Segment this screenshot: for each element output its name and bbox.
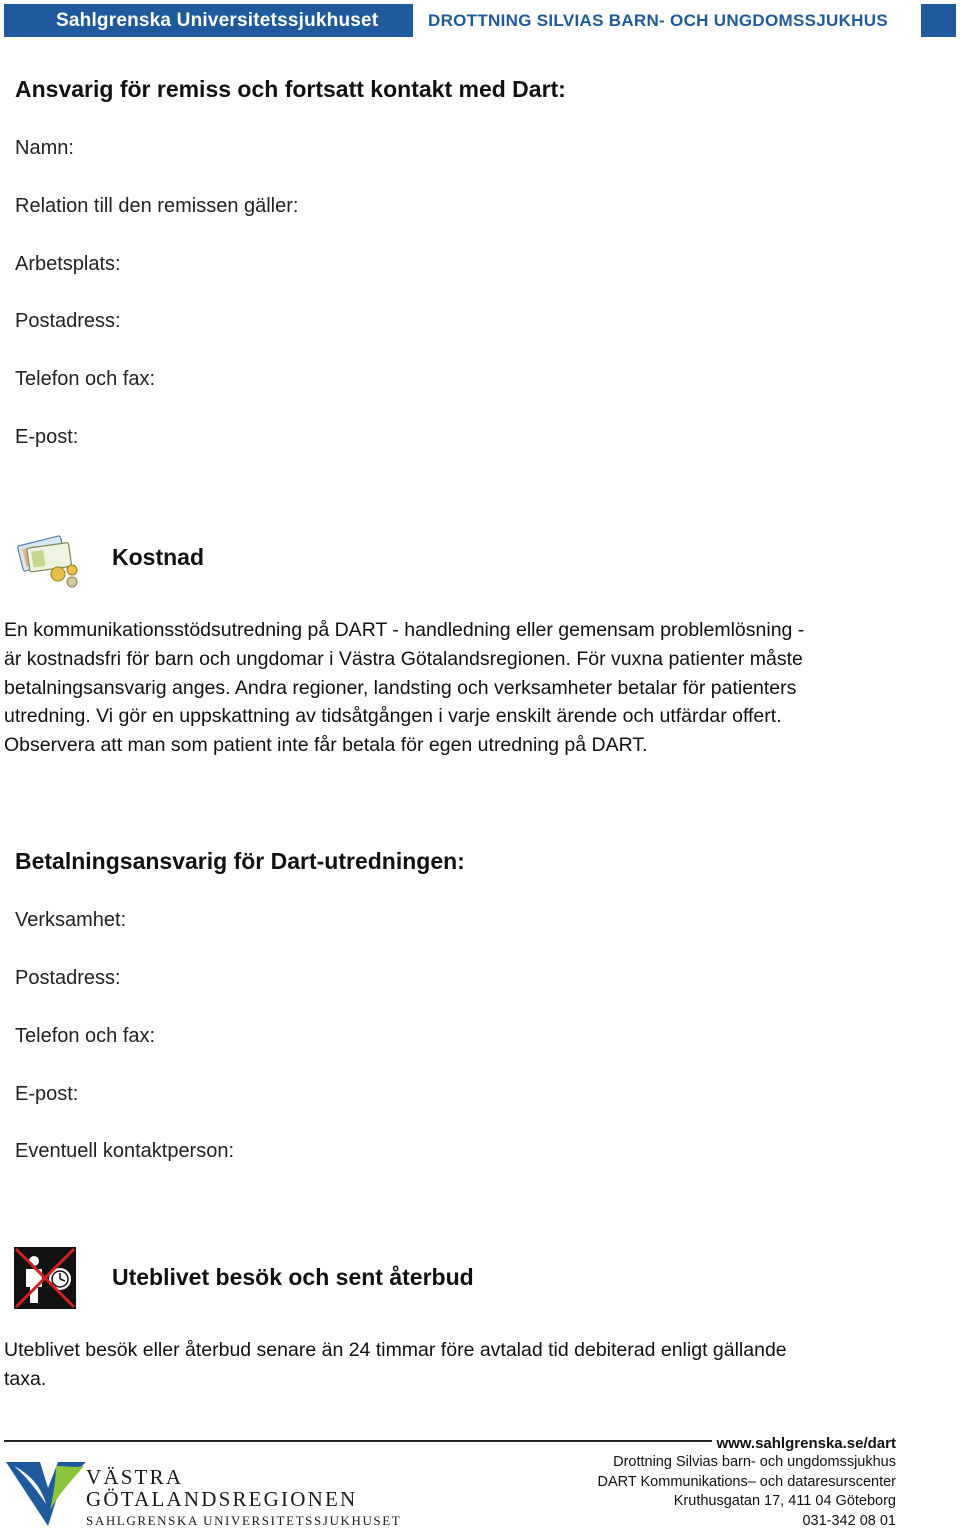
field-email-label: E-post:	[15, 1083, 79, 1105]
field-relation-label: Relation till den remissen gäller:	[15, 195, 299, 217]
field-email-label: E-post:	[15, 426, 79, 448]
cost-line: utredning. Vi gör en uppskattning av tidsåtgången i varje enskilt ärende och utfärdar offert.	[4, 705, 782, 728]
hospital-name: Sahlgrenska Universitetssjukhuset	[56, 9, 379, 31]
cost-line: är kostnadsfri för barn och ungdomar i Västra Götalandsregionen. För vuxna patienter måste	[4, 647, 803, 670]
field-postal-address-label: Postadress:	[15, 967, 121, 989]
noshow-heading: Uteblivet besök och sent återbud	[112, 1264, 474, 1290]
payer-heading: Betalningsansvarig för Dart-utredningen:	[15, 848, 465, 874]
cost-line: betalningsansvarig anges. Andra regioner, landsting och verksamheter betalar för patienters	[4, 676, 797, 699]
vgr-logo-line: SAHLGRENSKA UNIVERSITETSSJUKHUSET	[86, 1513, 402, 1528]
footer-line: 031-342 08 01	[802, 1512, 896, 1529]
field-name-label: Namn:	[15, 137, 74, 159]
header-subtitle: DROTTNING SILVIAS BARN- OCH UNGDOMSSJUKHUS	[428, 11, 888, 30]
vgr-logo-mark-icon	[4, 1458, 88, 1530]
field-postal-address-label: Postadress:	[15, 310, 121, 332]
footer-line: DART Kommunikations– och dataresurscenter	[597, 1473, 896, 1490]
field-phone-fax-label: Telefon och fax:	[15, 368, 156, 390]
cost-line: En kommunikationsstödsutredning på DART - handledning eller gemensam problemlösning -	[4, 619, 805, 641]
money-icon	[14, 526, 78, 588]
contact-heading: Ansvarig för remiss och fortsatt kontakt med Dart:	[15, 76, 566, 102]
footer-line: Kruthusgatan 17, 411 04 Göteborg	[673, 1493, 896, 1510]
cost-heading: Kostnad	[112, 544, 204, 570]
footer-contact-block	[598, 1434, 896, 1531]
noshow-line: taxa.	[4, 1367, 47, 1390]
vgr-logo-line: VÄSTRA	[86, 1465, 184, 1489]
noshow-line: Uteblivet besök eller återbud senare än 24 timmar före avtalad tid debiterad enligt gällande	[4, 1339, 787, 1361]
missed-appointment-icon	[14, 1247, 76, 1309]
cost-paragraph	[4, 616, 934, 760]
noshow-paragraph	[4, 1336, 934, 1394]
vgr-logo-text	[86, 1466, 401, 1530]
cost-line: Observera att man som patient inte får betala för egen utredning på DART.	[4, 734, 648, 757]
header-accent-box	[921, 4, 956, 37]
vgr-logo-line: GÖTALANDSREGIONEN	[86, 1487, 358, 1511]
footer-website-link[interactable]: www.sahlgrenska.se/dart	[716, 1435, 896, 1452]
field-contact-person-label: Eventuell kontaktperson:	[15, 1140, 235, 1162]
footer-line: Drottning Silvias barn- och ungdomssjukhus	[613, 1454, 896, 1471]
header-banner	[4, 4, 413, 37]
field-phone-fax-label: Telefon och fax:	[15, 1025, 156, 1047]
field-workplace-label: Arbetsplats:	[15, 253, 121, 275]
field-organization-label: Verksamhet:	[15, 909, 127, 931]
